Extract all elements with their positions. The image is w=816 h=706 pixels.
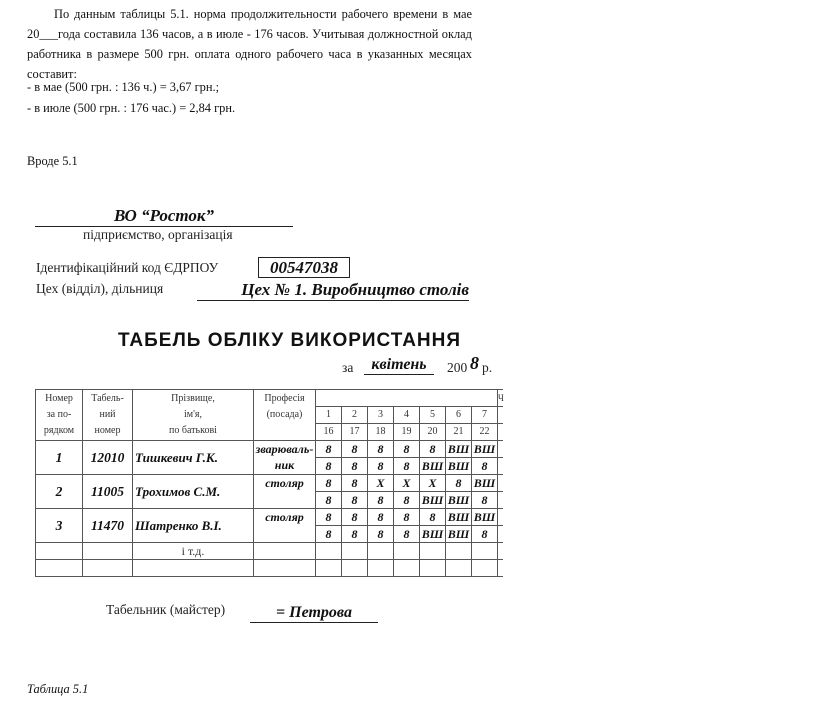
mark-cell: 8 bbox=[394, 441, 420, 458]
row-tab: 11005 bbox=[83, 475, 133, 509]
mark-cell: ВШ bbox=[420, 458, 446, 475]
day-cell: 2 bbox=[342, 407, 368, 424]
mark-cell: ВШ bbox=[446, 492, 472, 509]
day-cell: 7 bbox=[472, 407, 498, 424]
row-prof: столяр bbox=[254, 509, 316, 526]
mark-cell: 8 bbox=[342, 441, 368, 458]
mark-cell: ВШ bbox=[472, 441, 498, 458]
mark-cell: 8 bbox=[316, 492, 342, 509]
header-prof: Професія (посада) bbox=[254, 390, 316, 441]
year-suffix: р. bbox=[482, 360, 493, 375]
mark-cell: 8 bbox=[368, 509, 394, 526]
mark-cell: 8 bbox=[446, 475, 472, 492]
timesheet-table bbox=[35, 389, 503, 577]
mark-cell: 8 bbox=[420, 509, 446, 526]
mark-cell: 8 bbox=[394, 509, 420, 526]
mark-cell: 8 bbox=[316, 458, 342, 475]
row-prof: столяр bbox=[254, 475, 316, 492]
mark-cell: 8 bbox=[342, 475, 368, 492]
calc-july: - в июле (500 грн. : 176 час.) = 2,84 грн. bbox=[27, 101, 236, 115]
master-label: Табельник (майстер) bbox=[106, 602, 226, 617]
day-cell: 4 bbox=[394, 407, 420, 424]
row-name: Шатренко В.І. bbox=[133, 509, 254, 543]
row-prof-cont bbox=[254, 526, 316, 543]
mark-cell: Х bbox=[420, 475, 446, 492]
mark-cell: ВШ bbox=[446, 526, 472, 543]
table-row bbox=[36, 560, 503, 577]
day-cell: 5 bbox=[420, 407, 446, 424]
table-row bbox=[36, 475, 503, 492]
mark-cell: 8 bbox=[394, 492, 420, 509]
header-tab: Табель- ний номер bbox=[83, 390, 133, 441]
day-cell: 16 bbox=[316, 424, 342, 441]
mark-cell: ВШ bbox=[472, 475, 498, 492]
row-prof-cont bbox=[254, 492, 316, 509]
table-row bbox=[36, 543, 503, 560]
row-num: 1 bbox=[36, 441, 83, 475]
period-month: квітень bbox=[364, 356, 434, 375]
master-signature: = Петрова bbox=[250, 604, 378, 623]
mark-cell: 8 bbox=[368, 441, 394, 458]
mark-cell: ВШ bbox=[472, 509, 498, 526]
day-cell: 18 bbox=[368, 424, 394, 441]
id-code: 00547038 bbox=[258, 257, 350, 278]
company-name: ВО “Росток” bbox=[35, 206, 293, 227]
mark-cell: 8 bbox=[342, 509, 368, 526]
table-row bbox=[36, 441, 503, 458]
mark-cell: Х bbox=[368, 475, 394, 492]
day-cell: 6 bbox=[446, 407, 472, 424]
header-cut: Ч bbox=[498, 390, 503, 407]
row-tab: 11470 bbox=[83, 509, 133, 543]
year-prefix: 200 bbox=[447, 360, 468, 375]
dept-label: Цех (відділ), дільниця bbox=[36, 281, 164, 296]
table-row bbox=[36, 509, 503, 526]
timesheet-form-image bbox=[0, 190, 816, 640]
row-prof-cont: ник bbox=[254, 458, 316, 475]
row-prof: зварюваль- bbox=[254, 441, 316, 458]
mark-cell: 8 bbox=[316, 441, 342, 458]
mark-cell: 8 bbox=[472, 458, 498, 475]
mark-cell: 8 bbox=[342, 526, 368, 543]
mark-cell: ВШ bbox=[420, 526, 446, 543]
dept-value: Цех № 1. Виробництво столів bbox=[197, 280, 469, 301]
day-cell: 3 bbox=[368, 407, 394, 424]
id-label: Ідентифікаційний код ЄДРПОУ bbox=[36, 260, 219, 275]
row-tab: 12010 bbox=[83, 441, 133, 475]
mark-cell: 8 bbox=[316, 475, 342, 492]
day-cell: 20 bbox=[420, 424, 446, 441]
day-cell: 17 bbox=[342, 424, 368, 441]
period-prefix: за bbox=[342, 360, 354, 375]
mark-cell: 8 bbox=[342, 492, 368, 509]
day-cell: 22 bbox=[472, 424, 498, 441]
mark-cell: 8 bbox=[368, 526, 394, 543]
row-name: Тишкевич Г.К. bbox=[133, 441, 254, 475]
mark-cell: 8 bbox=[420, 441, 446, 458]
row-num: 2 bbox=[36, 475, 83, 509]
mark-cell: ВШ bbox=[446, 441, 472, 458]
mark-cell: 8 bbox=[316, 526, 342, 543]
mark-cell: 8 bbox=[394, 458, 420, 475]
mark-cell: 8 bbox=[368, 458, 394, 475]
mark-cell: ВШ bbox=[446, 458, 472, 475]
org-caption: підприємство, організація bbox=[83, 227, 233, 242]
mark-cell: 8 bbox=[472, 526, 498, 543]
mark-cell: 8 bbox=[472, 492, 498, 509]
example-label: Вроде 5.1 bbox=[27, 154, 78, 168]
day-cell: 21 bbox=[446, 424, 472, 441]
mark-cell: 8 bbox=[342, 458, 368, 475]
header-name: Прізвище, ім'я, по батькові bbox=[133, 390, 254, 441]
mark-cell: 8 bbox=[368, 492, 394, 509]
mark-cell: ВШ bbox=[446, 509, 472, 526]
mark-cell: 8 bbox=[394, 526, 420, 543]
year-digit: 8 bbox=[470, 353, 479, 373]
form-title: ТАБЕЛЬ ОБЛІКУ ВИКОРИСТАННЯ bbox=[118, 330, 462, 351]
row-num: 3 bbox=[36, 509, 83, 543]
etc-label: і т.д. bbox=[133, 543, 254, 560]
mark-cell: 8 bbox=[316, 509, 342, 526]
day-cell: 1 bbox=[316, 407, 342, 424]
mark-cell: ВШ bbox=[420, 492, 446, 509]
table-caption: Таблица 5.1 bbox=[27, 682, 89, 696]
mark-cell: Х bbox=[394, 475, 420, 492]
calc-may: - в мае (500 грн. : 136 ч.) = 3,67 грн.; bbox=[27, 80, 220, 94]
row-name: Трохимов С.М. bbox=[133, 475, 254, 509]
header-num: Номер за по- рядком bbox=[36, 390, 83, 441]
intro-paragraph: По данным таблицы 5.1. норма продолжительности рабочего времени в мае 20___года составила 136 часов, а в июле - 176 часов. Учитывая должностной оклад работника в размере 500 грн. оплата одного рабочего часа в указанных месяцах составит: bbox=[27, 7, 472, 81]
day-cell: 19 bbox=[394, 424, 420, 441]
